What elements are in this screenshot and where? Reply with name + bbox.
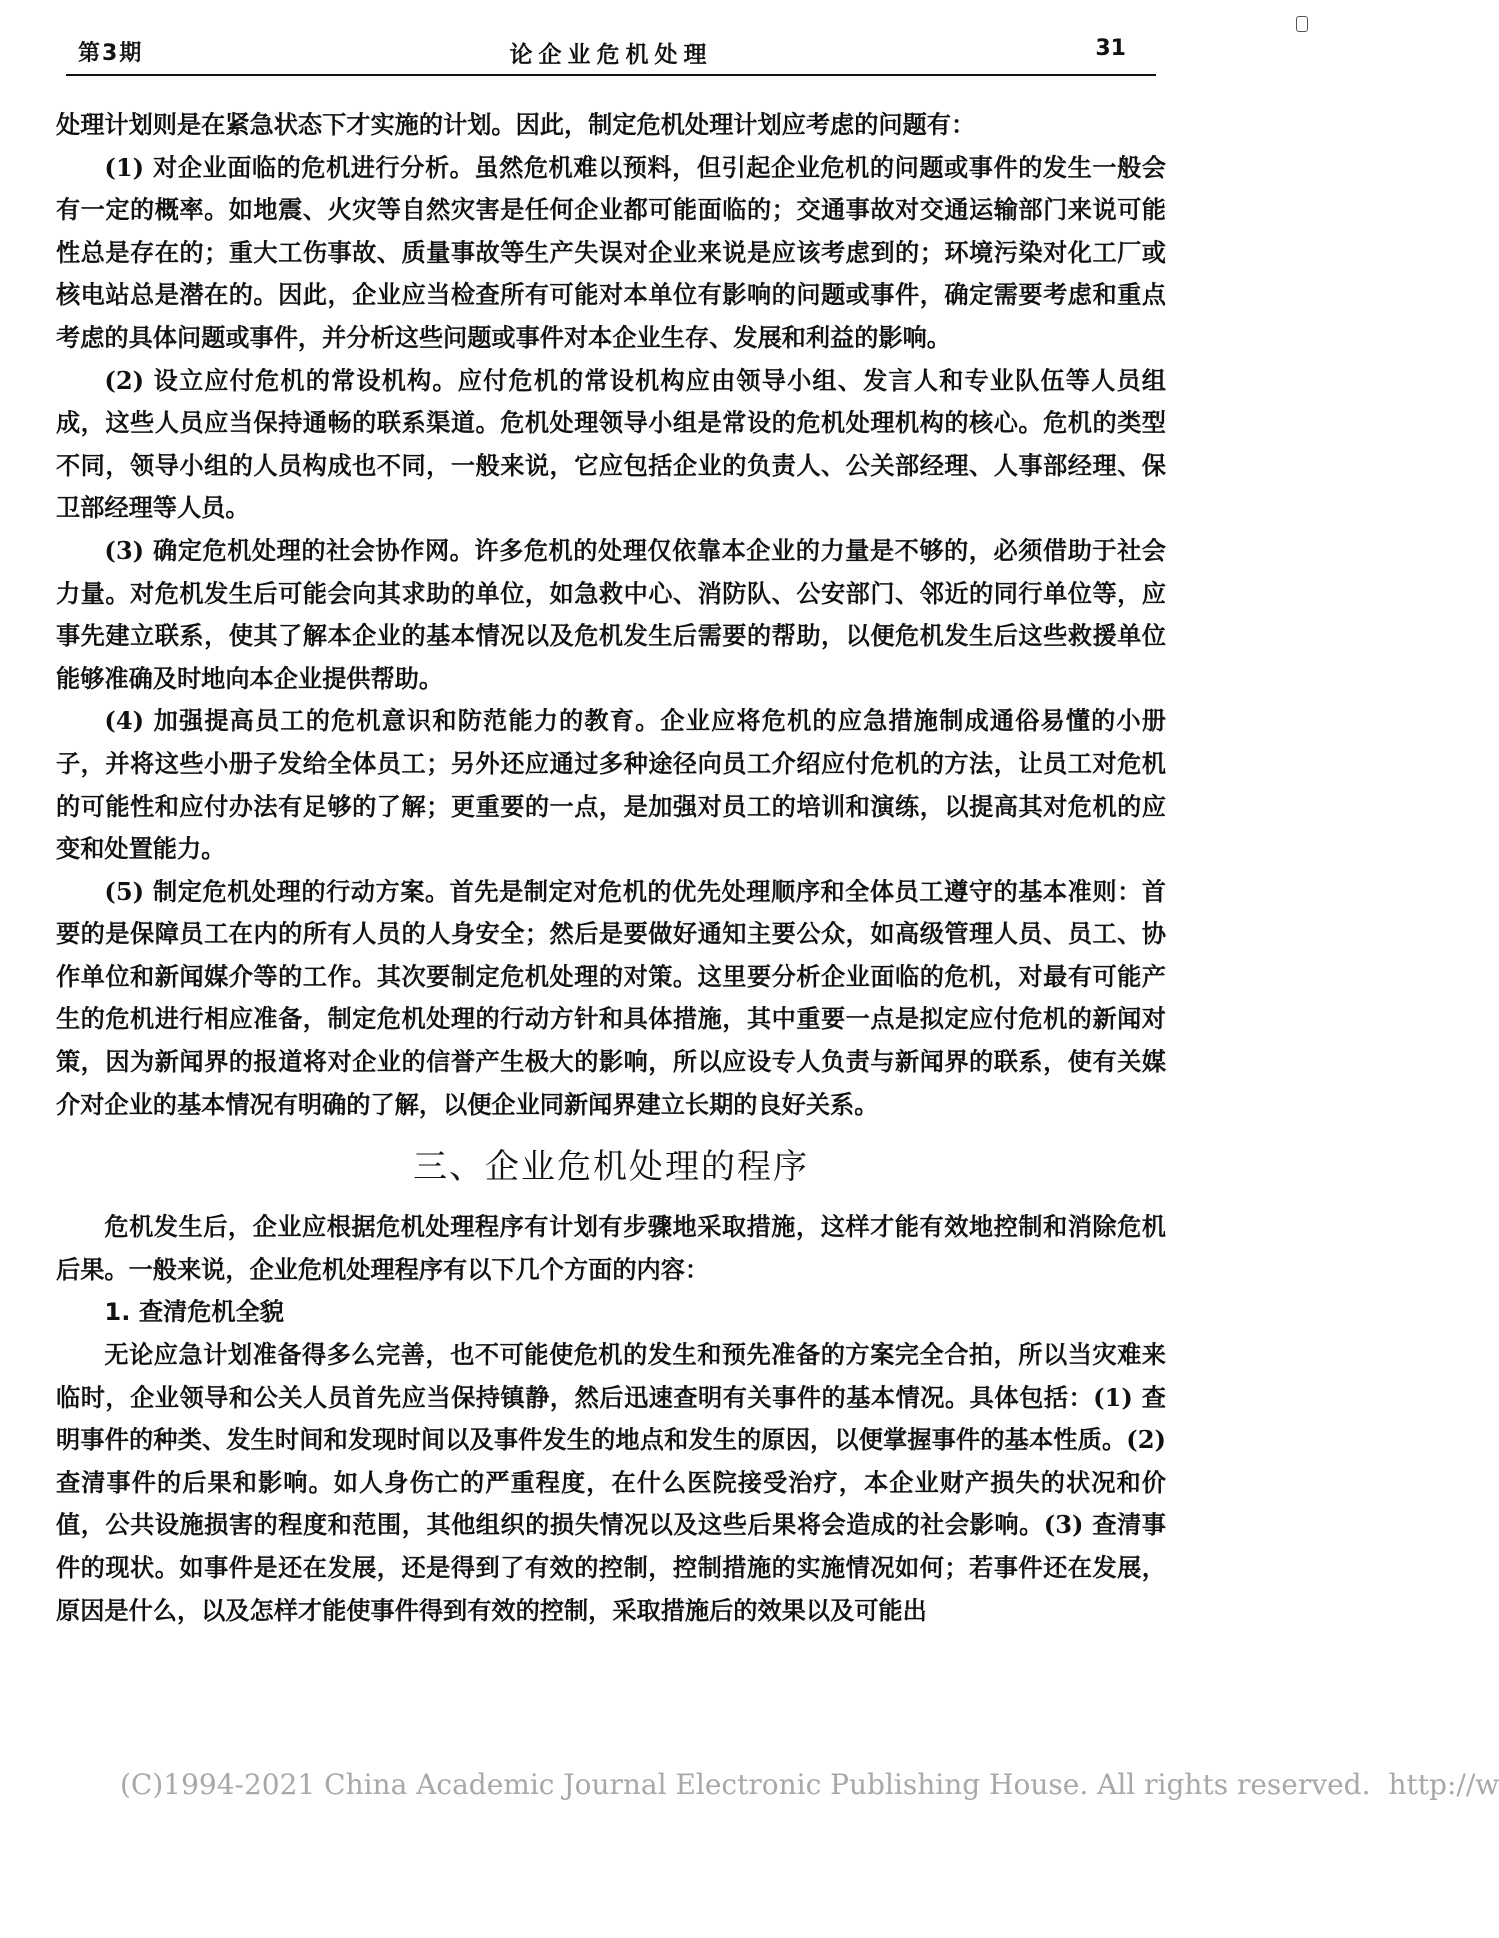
paragraph-item-4: (4) 加强提高员工的危机意识和防范能力的教育。企业应将危机的应急措施制成通俗易懂的小册子，并将这些小册子发给全体员工；另外还应通过多种途径向员工介绍应付危机的方法，让员工对危机的可能性和应付办法有足够的了解；更重要的一点，是加强对员工的培训和演练，以提高其对危机的应变和处置能力。 <box>56 706 1166 864</box>
running-title: 论企业危机处理 <box>509 42 713 68</box>
section-heading: 三、企业危机处理的程序 <box>413 1147 809 1188</box>
subsection-paragraph: 无论应急计划准备得多么完善，也不可能使危机的发生和预先准备的方案完全合拍，所以当灾难来临时，企业领导和公关人员首先应当保持镇静，然后迅速查明有关事件的基本情况。具体包括：(1) 查明事件的种类、发生时间和发现时间以及事件发生的地点和发生的原因，以便掌握事件的基本性质。(2) 查清事件的后果和影响。如人身伤亡的严重程度，在什么医院接受治疗，本企业财产损失的状况和价值，公共设施损害的程度和范围，其他组织的损失情况以及这些后果将会造成的社会影响。(3) 查清事件的现状。如事件是还在发展，还是得到了有效的控制，控制措施的实施情况如何；若事件还在发展，原因是什么，以及怎样才能使事件得到有效的控制，采取措施后的效果以及可能出 <box>56 1340 1166 1625</box>
running-header <box>66 34 1156 76</box>
footer-url: http://w <box>1388 1768 1499 1801</box>
page-number: 31 <box>1095 36 1126 61</box>
section-intro-paragraph: 危机发生后，企业应根据危机处理程序有计划有步骤地采取措施，这样才能有效地控制和消除危机后果。一般来说，企业危机处理程序有以下几个方面的内容： <box>56 1212 1166 1284</box>
copyright-footer <box>120 1768 1499 1801</box>
issue-number: 第3期 <box>78 41 144 66</box>
paragraph-item-5: (5) 制定危机处理的行动方案。首先是制定对危机的优先处理顺序和全体员工遵守的基本准则：首要的是保障员工在内的所有人员的人身安全；然后是要做好通知主要公众，如高级管理人员、员工、协作单位和新闻媒介等的工作。其次要制定危机处理的对策。这里要分析企业面临的危机，对最有可能产生的危机进行相应准备，制定危机处理的行动方针和具体措施，其中重要一点是拟定应付危机的新闻对策，因为新闻界的报道将对企业的信誉产生极大的影响，所以应设专人负责与新闻界的联系，使有关媒介对企业的基本情况有明确的了解，以便企业同新闻界建立长期的良好关系。 <box>56 876 1166 1119</box>
article-body <box>56 104 1166 1632</box>
paragraph-continuation: 处理计划则是在紧急状态下才实施的计划。因此，制定危机处理计划应考虑的问题有： <box>56 110 976 139</box>
copyright-text: (C)1994-2021 China Academic Journal Electronic Publishing House. All rights reserved. <box>120 1768 1371 1801</box>
paragraph-item-1: (1) 对企业面临的危机进行分析。虽然危机难以预料，但引起企业危机的问题或事件的发生一般会有一定的概率。如地震、火灾等自然灾害是任何企业都可能面临的；交通事故对交通运输部门来说可能性总是存在的；重大工伤事故、质量事故等生产失误对企业来说是应该考虑到的；环境污染对化工厂或核电站总是潜在的。因此，企业应当检查所有可能对本单位有影响的问题或事件，确定需要考虑和重点考虑的具体问题或事件，并分析这些问题或事件对本企业生存、发展和利益的影响。 <box>56 152 1166 352</box>
paragraph-item-2: (2) 设立应付危机的常设机构。应付危机的常设机构应由领导小组、发言人和专业队伍等人员组成，这些人员应当保持通畅的联系渠道。危机处理领导小组是常设的危机处理机构的核心。危机的类型不同，领导小组的人员构成也不同，一般来说，它应包括企业的负责人、公关部经理、人事部经理、保卫部经理等人员。 <box>56 365 1166 523</box>
corner-mark <box>1296 16 1308 32</box>
paragraph-item-3: (3) 确定危机处理的社会协作网。许多危机的处理仅依靠本企业的力量是不够的，必须借助于社会力量。对危机发生后可能会向其求助的单位，如急救中心、消防队、公安部门、邻近的同行单位等，应事先建立联系，使其了解本企业的基本情况以及危机发生后需要的帮助，以便危机发生后这些救援单位能够准确及时地向本企业提供帮助。 <box>56 535 1166 693</box>
subsection-heading: 1. 查清危机全貌 <box>104 1298 284 1327</box>
